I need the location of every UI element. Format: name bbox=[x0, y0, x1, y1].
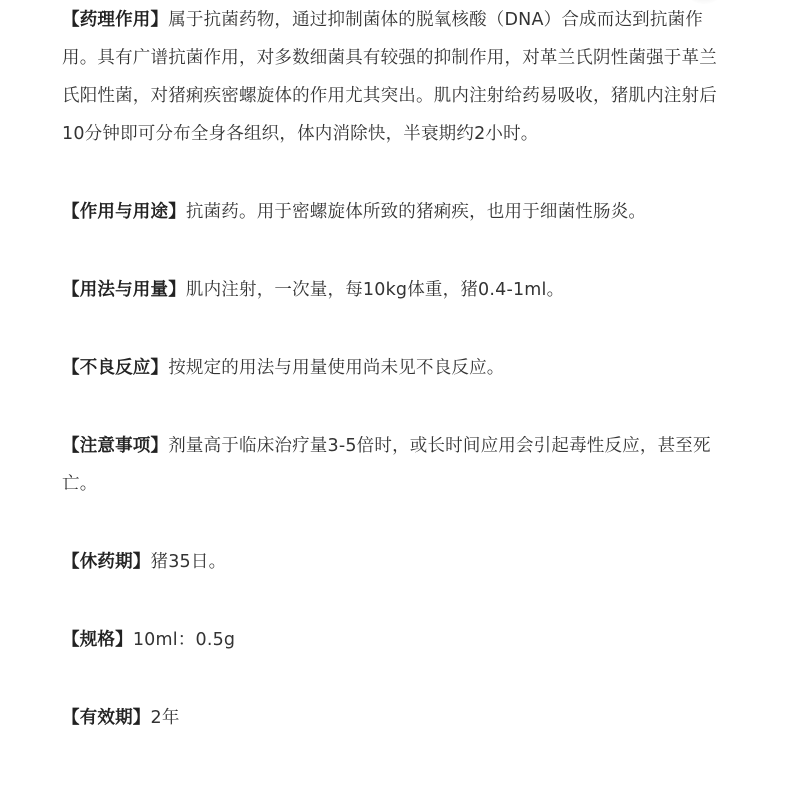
section-adverse-reactions bbox=[62, 349, 722, 387]
section-text: 10ml：0.5g bbox=[132, 630, 236, 650]
section-text: 肌内注射，一次量，每10kg体重，猪0.4-1ml。 bbox=[185, 280, 565, 300]
section-heading: 【规格】 bbox=[62, 630, 133, 650]
section-heading: 【休药期】 bbox=[62, 552, 151, 572]
section-heading: 【作用与用途】 bbox=[62, 202, 186, 222]
section-text: 2年 bbox=[150, 708, 180, 728]
section-text: 属于抗菌药物，通过抑制菌体的脱氧核酸（DNA）合成而达到抗菌作用。具有广谱抗菌作用，对多数细菌具有较强的抑制作用，对革兰氏阴性菌强于革兰氏阳性菌，对猪痢疾密螺旋体的作用尤其突出。肌内注射给药易吸收，猪肌内注射后10分钟即可分布全身各组织，体内消除快，半衰期约2小时。 bbox=[62, 10, 717, 144]
section-heading: 【有效期】 bbox=[62, 708, 151, 728]
section-withdrawal-period bbox=[62, 543, 722, 581]
section-text: 剂量高于临床治疗量3-5倍时，或长时间应用会引起毒性反应，甚至死亡。 bbox=[62, 436, 711, 494]
section-heading: 【用法与用量】 bbox=[62, 280, 186, 300]
section-specification bbox=[62, 621, 722, 659]
section-text: 抗菌药。用于密螺旋体所致的猪痢疾，也用于细菌性肠炎。 bbox=[185, 202, 647, 222]
section-shelf-life bbox=[62, 699, 722, 737]
section-text: 按规定的用法与用量使用尚未见不良反应。 bbox=[168, 358, 505, 378]
section-precautions bbox=[62, 427, 722, 503]
drug-description bbox=[62, 1, 722, 777]
section-heading: 【药理作用】 bbox=[62, 10, 169, 30]
section-dosage bbox=[62, 271, 722, 309]
section-indications bbox=[62, 193, 722, 231]
section-pharmacology bbox=[62, 1, 722, 153]
section-heading: 【不良反应】 bbox=[62, 358, 169, 378]
section-text: 猪35日。 bbox=[150, 552, 227, 572]
section-heading: 【注意事项】 bbox=[62, 436, 169, 456]
